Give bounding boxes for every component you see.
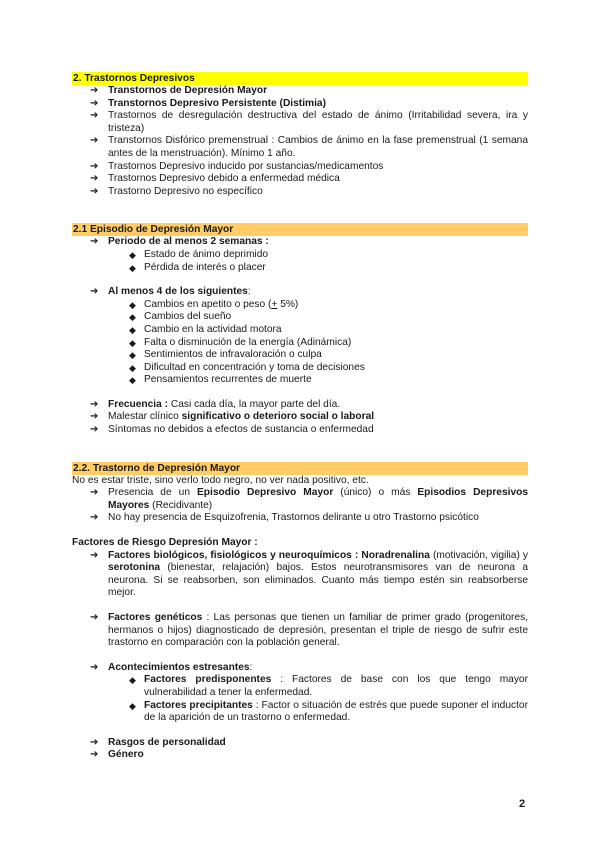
diamond-bullet-icon: ◆ [129,337,136,348]
list-item: ➔ No hay presencia de Esquizofrenia, Trastornos delirante u otro Trastorno psicótico [90,512,479,524]
list-item: ➔ Género [90,749,144,761]
trastornos-list [72,85,528,198]
page-number: 2 [519,798,526,810]
sub-list-item: ◆ Falta o disminución de la energía (Adinámica) [129,336,352,348]
arrow-icon: ➔ [90,173,99,185]
sub-list-item: ◆ Dificultad en concentración y toma de decisiones [129,361,365,373]
sub-list-item: ◆ Factores predisponentes : Factores de base con los que tengo mayor vulnerabilidad a tener la enfermedad. [129,674,528,698]
arrow-icon: ➔ [90,749,99,761]
intro-text: No es estar triste, sino verlo todo negro, no ver nada positivo, etc. [72,474,369,486]
sub-list-item: ◆ Factores precipitantes : Factor o situación de estrés que puede suponer el inductor de la aparición de un trastorno o enfermedad. [129,699,528,724]
list-item: ➔ Síntomas no debidos a efectos de sustancia o enfermedad [90,424,374,436]
list-item: ➔ Transtornos Depresivo Persistente (Distimia) [90,97,326,109]
document-page [72,72,528,762]
arrow-icon: ➔ [90,512,99,524]
arrow-icon: ➔ [90,160,99,172]
list-item: ➔ Transtornos Disfórico premenstrual : Cambios de ánimo en la fase premenstrual (1 semana antes de la menstruación). Mínimo 1 año. [90,135,528,159]
diamond-bullet-icon: ◆ [129,362,136,373]
diamond-bullet-icon: ◆ [129,312,136,323]
sub-list-item: ◆ Pensamientos recurrentes de muerte [129,374,312,386]
sub-list-item: ◆ Cambio en la actividad motora [129,323,282,335]
arrow-icon: ➔ [90,661,99,673]
sub-list-item: ◆ Cambios en apetito o peso (+ 5%) [129,298,299,310]
list-item: ➔ Trastornos Depresivo inducido por sustancias/medicamentos [90,160,384,172]
arrow-icon: ➔ [90,612,99,623]
list-item: ➔ Factores biológicos, fisiológicos y neuroquímicos : Noradrenalina (motivación, vigilia) y serotonina (bienestar, relajación) bajos. Estos neurotransmisores van de neurona a neurona. Si se reabsorben, son eliminados. Cuanto más tiempo estén sin reabsorberse mejor. [90,549,529,599]
list-item: ➔ Periodo de al menos 2 semanas : [90,236,269,248]
list-item: ➔ Factores genéticos : Las personas que tienen un familiar de primer grado (progenitores, hermanos o hijos) diagnosticado de depresión, presentan el triple de riesgo de sufrir este trastorno en comparación con la población general. [90,612,529,649]
list-item: ➔ Acontecimientos estresantes: [90,661,253,673]
arrow-icon: ➔ [90,549,99,561]
list-item: ➔ Transtornos de Depresión Mayor [90,85,268,96]
diamond-bullet-icon: ◆ [129,350,136,361]
risk-factors-heading: Factores de Riesgo Depresión Mayor : [72,537,258,549]
arrow-icon: ➔ [90,487,99,499]
section-heading-trastorno-depresion-mayor: 2.2. Trastorno de Depresión Mayor [72,462,528,475]
sub-list-item: ◆ Estado de ánimo deprimido [129,248,269,260]
sub-list-item: ◆ Sentimientos de infravaloración o culpa [129,349,322,361]
diamond-bullet-icon: ◆ [129,299,136,310]
diamond-bullet-icon: ◆ [129,324,136,335]
list-item: ➔ Trastornos Depresivo debido a enfermedad médica [90,173,340,185]
diamond-bullet-icon: ◆ [129,249,136,260]
arrow-icon: ➔ [90,135,99,147]
arrow-icon: ➔ [90,85,99,96]
list-item: ➔ Trastorno Depresivo no específico [90,185,263,197]
list-item: ➔ Trastornos de desregulación destructiva del estado de ánimo (Irritabilidad severa, ira y tristeza) [90,110,528,134]
arrow-icon: ➔ [90,424,99,436]
list-item: ➔ Rasgos de personalidad [90,736,226,748]
arrow-icon: ➔ [90,736,99,748]
section-heading-trastornos-depresivos: 2. Trastornos Depresivos [72,72,528,85]
sub-list-item: ◆ Pérdida de interés o placer [129,261,266,273]
arrow-icon: ➔ [90,411,99,423]
list-item: ➔ Al menos 4 de los siguientes: [90,286,251,298]
arrow-icon: ➔ [90,185,99,197]
arrow-icon: ➔ [90,398,99,410]
arrow-icon: ➔ [90,286,99,298]
sub-list-item: ◆ Cambios del sueño [129,311,232,323]
list-item: ➔ Malestar clínico significativo o deterioro social o laboral [90,411,375,423]
list-item: ➔ Presencia de un Episodio Depresivo Mayor (único) o más Episodios Depresivos Mayores (Recidivante) [90,487,529,511]
arrow-icon: ➔ [90,110,99,122]
arrow-icon: ➔ [90,236,99,248]
arrow-icon: ➔ [90,97,99,109]
diamond-bullet-icon: ◆ [129,262,136,273]
section-heading-episodio: 2.1 Episodio de Depresión Mayor [72,223,528,236]
diamond-bullet-icon: ◆ [129,700,136,711]
list-item: ➔ Frecuencia : Casi cada día, la mayor parte del día. [90,398,341,410]
diamond-bullet-icon: ◆ [129,675,136,686]
diamond-bullet-icon: ◆ [129,375,136,386]
